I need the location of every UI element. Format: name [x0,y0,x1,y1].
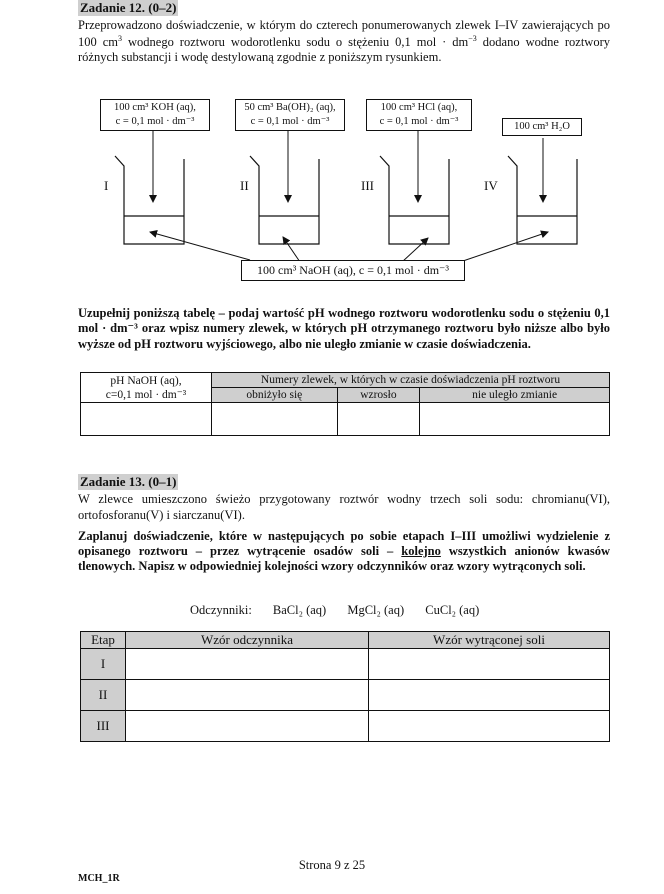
stage-2: II [81,680,126,711]
task-13 [78,474,610,575]
beaker-1-label: 100 cm³ KOH (aq), c = 0,1 mol · dm⁻³ [100,99,210,131]
stage-3: III [81,711,126,742]
intro-part-a: Przeprowadzono doświadczenie, w którym do czterech ponumerowanych zlewek I–IV zawierających po 100 cm [78,18,610,49]
exam-code: MCH_1R [78,873,120,884]
beaker-3-number: III [361,178,374,193]
stage-2-salt-cell[interactable] [369,680,610,711]
col-lowered: obniżyło się [212,388,338,403]
intro-part-c: dodano wodne roztwory różnych substancji i wodę destylowaną zgodnie z poniższym rysunkiem. [78,34,610,64]
reagent-formula-header: Wzór odczynnika [126,632,369,649]
stage-1-salt-cell[interactable] [369,649,610,680]
task-12-intro [78,18,610,65]
exp-minus-3: −3 [468,33,477,43]
answer-ph-cell[interactable] [81,403,212,436]
underlined-word: kolejno [401,544,441,558]
stage-1-reagent-cell[interactable] [126,649,369,680]
group-header: Numery zlewek, w których w czasie doświadczenia pH roztworu [212,373,610,388]
answer-lowered-cell[interactable] [212,403,338,436]
beaker-4-number: IV [484,178,498,193]
naoh-arrows [150,232,548,262]
answer-unchanged-cell[interactable] [420,403,610,436]
beaker-1 [115,156,184,244]
task-12-answer-table [80,372,610,436]
task-13-instruction: Zaplanuj doświadczenie, które w następujących po sobie etapach I–III umożliwi wydzielenie z opisanego roztworu – przez wytrącenie osadów soli – kolejno wszystkich anionów kwasów tlenowych. Napisz w odpowiedniej kolejności wzory odczynników oraz wzory wytrąconych soli. [78,528,610,574]
stage-3-salt-cell[interactable] [369,711,610,742]
naoh-label: 100 cm³ NaOH (aq), c = 0,1 mol · dm⁻³ [241,260,465,281]
task-13-paragraph-1: W zlewce umieszczono świeżo przygotowany roztwór wodny trzech soli sodu: chromianu(VI), ortofosforanu(V) i siarczanu(VI). [78,492,610,522]
reagent-mgcl2: MgCl₂ (aq) [347,603,405,617]
task-13-answer-table [80,631,610,742]
reagent-cucl2: CuCl₂ (aq) [425,603,480,617]
task-12 [78,0,610,65]
exp-3: 3 [118,33,123,43]
col-unchanged: nie uległo zmianie [420,388,610,403]
intro-part-b: wodnego roztworu wodorotlenku sodu o stężeniu 0,1 mol · dm [122,34,469,49]
task-13-title: Zadanie 13. (0–1) [80,474,177,489]
page-number: Strona 9 z 25 [298,858,366,872]
beaker-2 [250,156,319,244]
beakers-diagram [78,94,610,294]
task-12-instruction: Uzupełnij poniższą tabelę – podaj wartość pH wodnego roztworu wodorotlenku sodu o stężeniu 0,1 mol · dm⁻³ oraz wpisz numery zlewek, w których pH otrzymanego roztworu było niższe albo było wyższe od pH roztworu wyjściowego, albo nie uległo zmianie w czasie doświadczenia. [78,306,610,351]
reagent-bacl2: BaCl₂ (aq) [272,603,327,617]
col-raised: wzrosło [337,388,420,403]
beaker-4-label: 100 cm³ H₂O [502,118,582,136]
beaker-1-number: I [104,178,109,193]
salt-formula-header: Wzór wytrąconej soli [369,632,610,649]
stage-2-reagent-cell[interactable] [126,680,369,711]
task-12-title: Zadanie 12. (0–2) [80,0,177,15]
beaker-2-label: 50 cm³ Ba(OH)₂ (aq), c = 0,1 mol · dm⁻³ [235,99,345,131]
beaker-2-number: II [240,178,249,193]
ph-header: pH NaOH (aq), c=0,1 mol · dm⁻³ [81,373,212,403]
stage-3-reagent-cell[interactable] [126,711,369,742]
stage-1: I [81,649,126,680]
reagents-label: Odczynniki: [190,603,252,617]
etap-header: Etap [81,632,126,649]
answer-raised-cell[interactable] [337,403,420,436]
beaker-3-label: 100 cm³ HCl (aq), c = 0,1 mol · dm⁻³ [366,99,472,131]
reagents-line [190,603,497,618]
beaker-3 [380,156,449,244]
